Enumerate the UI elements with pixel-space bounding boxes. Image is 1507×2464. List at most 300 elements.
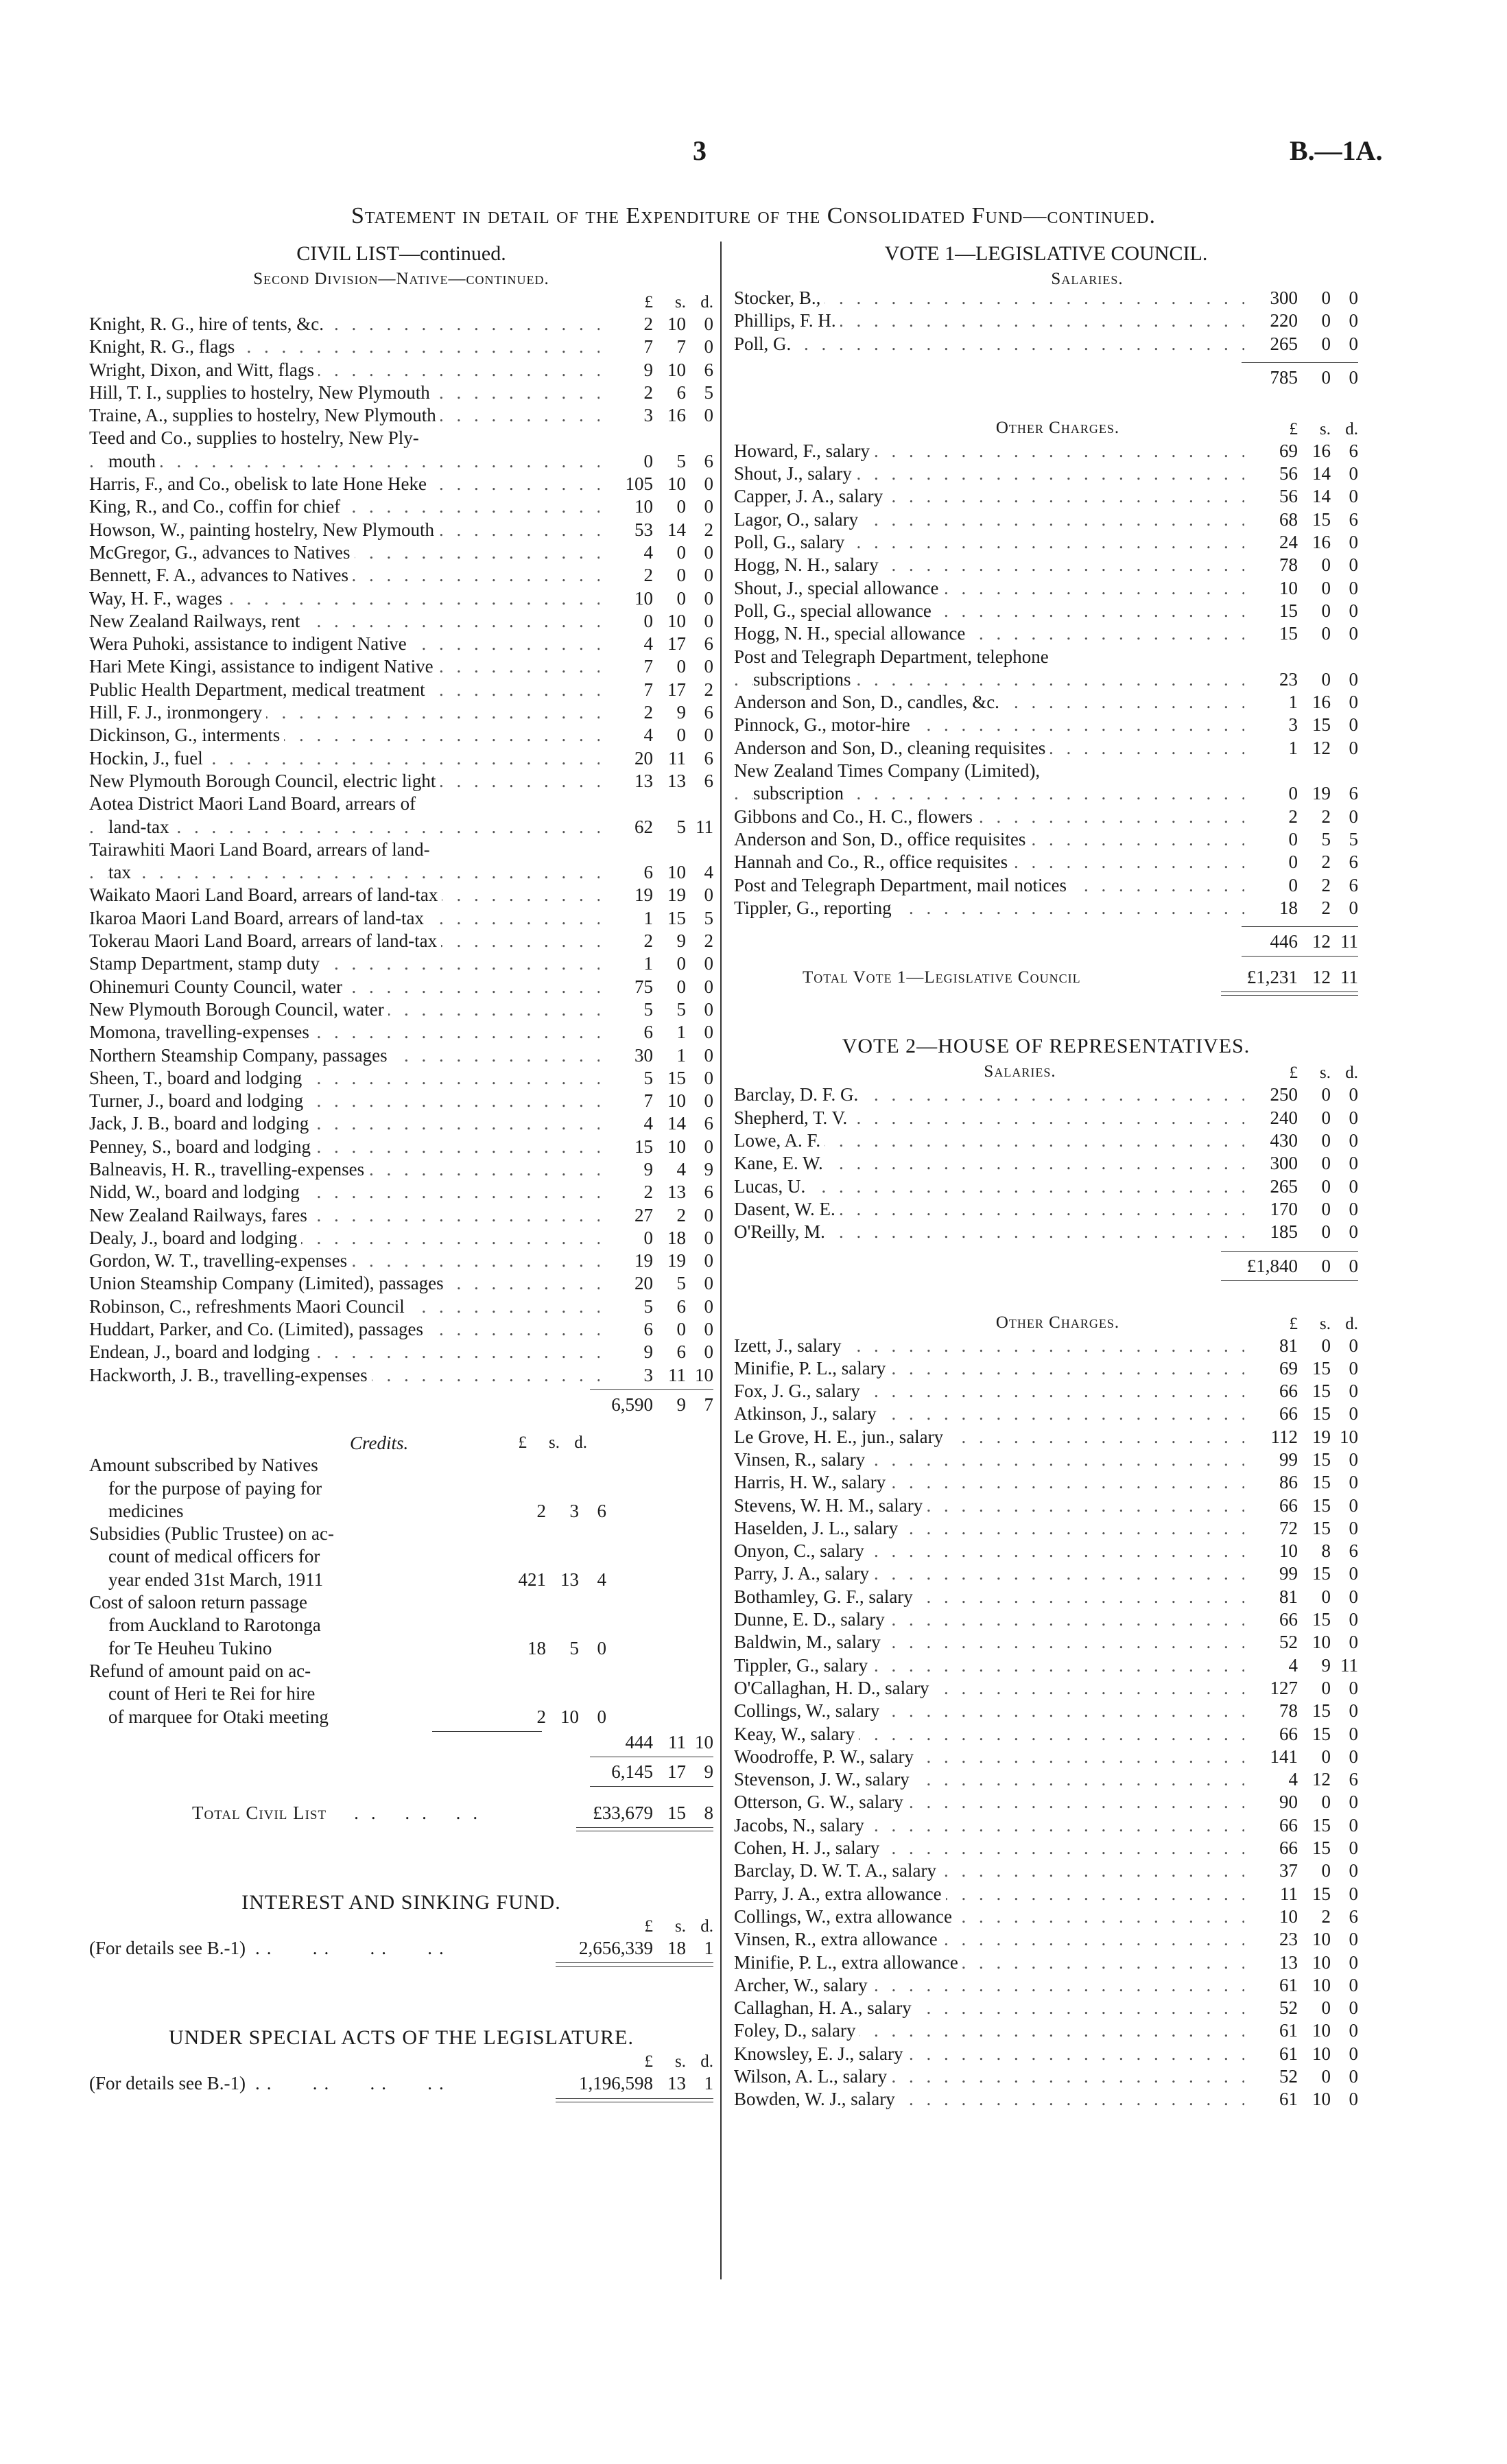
item-shillings: 0 [1321, 1677, 1331, 1698]
item-name: Traine, A., supplies to hostelry, New Plymouth . . . [89, 404, 600, 427]
list-item [734, 1129, 1358, 1152]
item-pence: 0 [1349, 1814, 1358, 1835]
item-pence: 0 [704, 998, 713, 1020]
item-name: Endean, J., board and lodging . . . [89, 1341, 600, 1363]
vote1-other-total-pence: 11 [1340, 931, 1358, 952]
interest-pounds: 2,656,339 [579, 1938, 653, 1959]
item-pence: 10 [695, 1364, 713, 1385]
item-pounds: 90 [1279, 1792, 1298, 1813]
item-name: Hockin, J., fuel . . . [89, 747, 600, 770]
item-pounds: 23 [1279, 668, 1298, 690]
item-shillings: 16 [667, 405, 686, 426]
item-name: Knowsley, E. J., salary . . . [734, 2043, 1244, 2065]
list-item [734, 1974, 1358, 1997]
item-pence: 0 [704, 976, 713, 997]
item-name: Shout, J., salary . . . [734, 462, 1244, 485]
item-pounds: 3 [643, 405, 653, 426]
item-name: Wright, Dixon, and Witt, flags . . . [89, 359, 600, 382]
item-shillings: 0 [1321, 600, 1331, 621]
item-pounds: 141 [1270, 1746, 1298, 1767]
item-shillings: 0 [1321, 623, 1331, 644]
item-pounds: 7 [643, 679, 653, 700]
item-pence: 0 [704, 1204, 713, 1225]
item-pounds: 300 [1270, 1153, 1298, 1174]
item-shillings: 15 [1312, 1494, 1331, 1516]
list-item [734, 1540, 1358, 1562]
item-pounds: 81 [1279, 1335, 1298, 1356]
item-pence: 2 [704, 519, 713, 540]
item-name: Jacobs, N., salary . . . [734, 1814, 1244, 1837]
item-name: tax . . . [89, 861, 600, 884]
item-pounds: 66 [1279, 1609, 1298, 1630]
list-item [734, 577, 1358, 600]
item-pounds: 61 [1279, 1974, 1298, 1995]
item-shillings: 15 [1312, 1472, 1331, 1493]
rule [1221, 1251, 1358, 1252]
list-item [89, 655, 713, 678]
item-name: Northern Steamship Company, passages . . . [89, 1044, 600, 1067]
item-shillings: 13 [667, 770, 686, 791]
item-name: New Plymouth Borough Council, water . . . [89, 998, 600, 1021]
special-acts-shillings: 13 [667, 2073, 686, 2094]
item-pence: 0 [1349, 737, 1358, 758]
item-name: Stamp Department, stamp duty . . . [89, 952, 600, 975]
item-name: Collings, W., extra allowance . . . [734, 1905, 1244, 1928]
list-item [89, 1364, 713, 1387]
list-item [734, 1335, 1358, 1357]
list-item [734, 1768, 1358, 1791]
list-item [734, 1175, 1358, 1198]
list-item [734, 1883, 1358, 1905]
item-shillings: 15 [1312, 1403, 1331, 1424]
item-pounds: 24 [1279, 532, 1298, 553]
item-pounds: 300 [1270, 288, 1298, 308]
item-name: Vinsen, R., salary . . . [734, 1448, 1244, 1471]
item-name: New Zealand Railways, fares . . . [89, 1204, 600, 1227]
item-name: Foley, D., salary . . . [734, 2019, 1244, 2042]
item-pence: 0 [704, 496, 713, 517]
item-pence: 0 [1349, 1448, 1358, 1470]
item-pounds: 78 [1279, 1700, 1298, 1722]
item-shillings: 0 [1321, 288, 1331, 308]
total-civil-list-label: Total Civil List .. .. .. [192, 1802, 490, 1823]
item-pounds: 2 [643, 565, 653, 586]
list-item [734, 1471, 1358, 1494]
item-shillings: 11 [668, 747, 686, 768]
item-pounds: 15 [1279, 623, 1298, 644]
list-item [734, 1654, 1358, 1677]
list-item [89, 633, 713, 655]
list-item [734, 1791, 1358, 1814]
item-pounds: 112 [1270, 1426, 1298, 1447]
item-pence: 0 [1349, 1381, 1358, 1402]
item-pounds: 6 [643, 1022, 653, 1043]
item-name: Balneavis, H. R., travelling-expenses . . . [89, 1158, 600, 1181]
list-item [734, 1448, 1358, 1471]
item-name: Ikaroa Maori Land Board, arrears of land-tax . . . [89, 907, 600, 930]
list-item [734, 485, 1358, 508]
list-item [734, 691, 1358, 714]
item-pounds: 19 [634, 1250, 653, 1271]
vote1-other-heading: Other Charges. [995, 418, 1120, 437]
item-pence: 0 [1349, 333, 1358, 354]
item-pounds: 7 [643, 656, 653, 677]
item-pounds: 66 [1279, 1494, 1298, 1516]
item-pounds: 11 [1280, 1883, 1298, 1904]
item-name: Howard, F., salary . . . [734, 440, 1244, 462]
special-acts-pounds: 1,196,598 [579, 2073, 653, 2094]
item-pence: 6 [1349, 1905, 1358, 1927]
list-item [734, 2065, 1358, 2088]
item-name: Parry, J. A., extra allowance . . . [734, 1883, 1244, 1905]
item-name: Penney, S., board and lodging . . . [89, 1136, 600, 1158]
item-shillings: 0 [1321, 1084, 1331, 1105]
item-name: Fox, J. G., salary . . . [734, 1380, 1244, 1403]
item-shillings: 10 [1312, 2089, 1331, 2110]
item-pounds: 10 [1279, 1905, 1298, 1927]
item-name: Vinsen, R., extra allowance . . . [734, 1928, 1244, 1951]
item-pence: 0 [1349, 1107, 1358, 1128]
item-pence: 6 [1349, 874, 1358, 895]
net-shillings: 17 [667, 1761, 686, 1782]
subtotal-pounds: 6,590 [611, 1394, 653, 1415]
item-shillings: 12 [1312, 1769, 1331, 1790]
item-pence: 0 [1349, 897, 1358, 918]
item-name: Nidd, W., board and lodging . . . [89, 1181, 600, 1204]
item-name: Le Grove, H. E., jun., salary . . . [734, 1426, 1244, 1448]
item-pounds: 99 [1279, 1563, 1298, 1584]
interest-shillings: 18 [667, 1938, 686, 1959]
list-item [89, 1204, 713, 1227]
item-shillings: 0 [1321, 1198, 1331, 1219]
list-item [89, 313, 713, 336]
item-shillings: 14 [1312, 463, 1331, 484]
item-name: Poll, G., special allowance . . . [734, 600, 1244, 622]
item-name: Poll, G., salary . . . [734, 531, 1244, 554]
list-item [734, 309, 1358, 332]
vote2-other-list [734, 1335, 1358, 2111]
item-pounds: 52 [1279, 2066, 1298, 2087]
credit-amount-p: 2 [536, 1706, 546, 1727]
item-name: Bennett, F. A., advances to Natives . . . [89, 564, 600, 587]
vote2-salaries-heading: Salaries. [984, 1062, 1056, 1081]
item-name: Kane, E. W. . . . [734, 1152, 1244, 1175]
vote1-salaries-list [734, 287, 1358, 355]
item-pounds: 2 [643, 930, 653, 952]
item-pence: 0 [1349, 1335, 1358, 1356]
item-name: Sheen, T., board and lodging . . . [89, 1067, 600, 1090]
special-acts-row [89, 2072, 713, 2095]
item-pounds: 4 [643, 725, 653, 746]
item-pounds: 4 [643, 633, 653, 655]
item-pounds: 430 [1270, 1130, 1298, 1151]
vote1-total-pence: 11 [1340, 967, 1358, 988]
list-item [89, 701, 713, 724]
credit-amount-s: 13 [560, 1569, 579, 1590]
subtotal-shillings: 9 [676, 1394, 686, 1415]
vote2-salaries-column-headers: £ s. d. [1289, 1064, 1358, 1083]
list-item [734, 806, 1358, 828]
item-pence: 0 [1349, 1563, 1358, 1584]
item-pounds: 30 [634, 1044, 653, 1066]
item-pounds: 4 [643, 1113, 653, 1134]
item-pounds: 53 [634, 519, 653, 540]
item-pounds: 78 [1279, 554, 1298, 576]
item-pence: 0 [704, 314, 713, 334]
item-pence: 0 [704, 656, 713, 677]
list-item [89, 495, 713, 518]
item-name: Robinson, C., refreshments Maori Council . . . [89, 1295, 600, 1318]
credits-total [600, 1730, 713, 1754]
item-shillings: 0 [1321, 333, 1331, 354]
item-pence: 0 [1349, 1632, 1358, 1653]
vote1-other-total-pounds: 446 [1270, 931, 1298, 952]
vote1-other-list [734, 440, 1358, 919]
item-shillings: 0 [1321, 1746, 1331, 1767]
item-pence: 0 [1349, 1586, 1358, 1607]
item-name: Parry, J. A., salary . . . [734, 1562, 1244, 1585]
list-item [734, 1083, 1358, 1106]
list-item [734, 508, 1358, 531]
total-civil-list-pence: 8 [704, 1802, 713, 1823]
item-pence: 0 [704, 1273, 713, 1294]
item-pounds: 0 [643, 450, 653, 471]
item-name: Ohinemuri County Council, water . . . [89, 976, 600, 998]
page-number: 3 [693, 135, 707, 166]
item-shillings: 10 [1312, 2020, 1331, 2041]
item-pounds: 0 [1288, 874, 1298, 895]
list-item [734, 1746, 1358, 1768]
item-pence: 0 [1349, 2066, 1358, 2087]
item-pence: 11 [1340, 1654, 1358, 1676]
item-name: Lagor, O., salary . . . [734, 508, 1244, 531]
item-pounds: 86 [1279, 1472, 1298, 1493]
item-pounds: 68 [1279, 508, 1298, 530]
item-pounds: 15 [634, 1136, 653, 1157]
item-pounds: 56 [1279, 486, 1298, 507]
item-pounds: 0 [643, 610, 653, 631]
list-item [89, 747, 713, 770]
civil-list-heading: CIVIL LIST—continued. [296, 242, 506, 265]
item-name: Public Health Department, medical treatment . . . [89, 679, 600, 701]
credit-amount-s: 3 [569, 1500, 579, 1521]
pence-header: d. [700, 293, 713, 312]
item-shillings: 10 [667, 862, 686, 883]
item-pence: 0 [1349, 1929, 1358, 1950]
interest-row [89, 1937, 713, 1960]
item-pence: 6 [1349, 1769, 1358, 1790]
item-name: Lowe, A. F. . . . [734, 1129, 1244, 1152]
item-pounds: 20 [634, 1273, 653, 1294]
item-name: Atkinson, J., salary . . . [734, 1403, 1244, 1425]
item-name: Tippler, G., reporting . . . [734, 897, 1244, 919]
interest-pence: 1 [704, 1938, 713, 1959]
item-shillings: 15 [1312, 1814, 1331, 1835]
item-pence: 0 [1349, 623, 1358, 644]
item-shillings: 17 [667, 633, 686, 655]
item-pence: 2 [704, 679, 713, 700]
item-shillings: 16 [1312, 532, 1331, 553]
item-shillings: 0 [676, 725, 686, 746]
rule [1242, 926, 1358, 927]
item-name: Tairawhiti Maori Land Board, arrears of land- [89, 838, 600, 861]
item-pounds: 127 [1270, 1677, 1298, 1698]
page-title: Statement in detail of the Expenditure of the Consolidated Fund—continued. [351, 203, 1156, 228]
credit-line: medicines 2 3 6 [89, 1500, 713, 1523]
credit-line: count of Heri te Rei for hire [108, 1683, 316, 1704]
vote1-total-row [734, 966, 1358, 989]
special-acts-heading: UNDER SPECIAL ACTS OF THE LEGISLATURE. [168, 2026, 634, 2050]
list-item [734, 1517, 1358, 1540]
item-name: Hogg, N. H., special allowance . . . [734, 622, 1244, 645]
item-pence: 0 [1349, 668, 1358, 690]
item-shillings: 14 [1312, 486, 1331, 507]
list-item [734, 1221, 1358, 1243]
item-pence: 6 [1349, 852, 1358, 873]
vote1-salaries-total-shillings: 0 [1321, 366, 1331, 388]
list-item [734, 462, 1358, 485]
list-item [734, 828, 1358, 851]
item-shillings: 10 [1312, 2043, 1331, 2064]
list-item [89, 519, 713, 541]
native-subtotal [89, 1393, 713, 1416]
list-item [734, 1403, 1358, 1425]
list-item [89, 976, 713, 998]
item-pounds: 5 [643, 998, 653, 1020]
second-division-heading: Second Division—Native—continued. [253, 270, 549, 288]
total-civil-list-shillings: 15 [667, 1802, 686, 1823]
list-item [89, 1090, 713, 1112]
item-pounds: 15 [1279, 600, 1298, 621]
vote1-other-total-shillings: 12 [1312, 931, 1331, 952]
item-pence: 0 [1349, 2043, 1358, 2064]
item-name: Union Steamship Company (Limited), passages . . . [89, 1272, 600, 1295]
item-name: New Zealand Times Company (Limited), [734, 760, 1244, 782]
pounds-header: £ [644, 293, 653, 312]
special-acts-pence: 1 [704, 2073, 713, 2094]
list-item [89, 679, 713, 701]
item-pence: 6 [1349, 508, 1358, 530]
rule [590, 1786, 713, 1787]
item-pounds: 62 [634, 816, 653, 837]
total-civil-list-row [89, 1802, 713, 1824]
item-pence: 0 [1349, 1494, 1358, 1516]
credit-line: of marquee for Otaki meeting 2 10 0 [89, 1706, 713, 1728]
item-pence: 6 [704, 359, 713, 380]
item-pounds: 9 [643, 1158, 653, 1180]
item-shillings: 0 [1321, 1153, 1331, 1174]
item-pounds: 9 [643, 359, 653, 380]
special-acts-column-headers: £ s. d. [644, 2052, 713, 2072]
item-name: Gibbons and Co., H. C., flowers . . . [734, 806, 1244, 828]
item-name: Barclay, D. F. G. . . . [734, 1083, 1244, 1106]
item-pounds: 66 [1279, 1838, 1298, 1859]
list-item [89, 838, 713, 861]
list-item [734, 2088, 1358, 2111]
list-item [734, 1608, 1358, 1631]
item-shillings: 15 [1312, 1883, 1331, 1904]
credits-list [89, 1431, 713, 1732]
credit-amount-d: 4 [597, 1569, 606, 1590]
item-pence: 0 [1349, 1792, 1358, 1813]
item-pence: 6 [704, 450, 713, 471]
item-shillings: 2 [1321, 897, 1331, 918]
item-shillings: 0 [676, 953, 686, 974]
item-pounds: 0 [1288, 852, 1298, 873]
item-shillings: 15 [1312, 1448, 1331, 1470]
item-pounds: 69 [1279, 440, 1298, 461]
item-name: Knight, R. G., hire of tents, &c. . . . [89, 313, 600, 336]
credit-amount-p: 2 [536, 1500, 546, 1521]
item-pounds: 27 [634, 1204, 653, 1225]
interest-column-headers: £ s. d. [644, 1917, 713, 1936]
credit-amount-d: 6 [597, 1500, 606, 1521]
item-name: Dealy, J., board and lodging . . . [89, 1227, 600, 1249]
item-pence: 0 [1349, 1974, 1358, 1995]
item-pence: 0 [1349, 692, 1358, 713]
list-item [89, 336, 713, 358]
item-pounds: 265 [1270, 1175, 1298, 1197]
item-name: Lucas, U. . . . [734, 1175, 1244, 1198]
vote2-salaries-total-shillings: 0 [1321, 1255, 1331, 1276]
item-name: Bowden, W. J., salary . . . [734, 2088, 1244, 2111]
credit-line: Cost of saloon return passage [89, 1592, 307, 1613]
item-shillings: 15 [1312, 1381, 1331, 1402]
item-pence: 0 [1349, 1221, 1358, 1243]
item-shillings: 10 [667, 610, 686, 631]
list-item [734, 333, 1358, 355]
item-pounds: 170 [1270, 1198, 1298, 1219]
item-name: Dickinson, G., interments . . . [89, 724, 600, 747]
item-pence: 6 [1349, 1540, 1358, 1562]
interest-label: (For details see B.-1) .. .. .. .. [89, 1938, 451, 1959]
credit-line: count of medical officers for [108, 1546, 320, 1567]
vote1-other-column-headers: £ s. d. [1289, 419, 1358, 438]
item-shillings: 14 [667, 1113, 686, 1134]
item-pounds: 105 [625, 473, 653, 495]
item-shillings: 0 [676, 1319, 686, 1340]
item-pence: 0 [704, 1250, 713, 1271]
net-total [89, 1760, 713, 1783]
list-item [734, 600, 1358, 622]
item-pounds: 66 [1279, 1723, 1298, 1744]
item-name: Hill, F. J., ironmongery . . . [89, 701, 600, 724]
item-name: Minifie, P. L., salary . . . [734, 1357, 1244, 1380]
list-item [89, 564, 713, 587]
item-shillings: 15 [1312, 1609, 1331, 1630]
item-shillings: 0 [1321, 1586, 1331, 1607]
item-pence: 0 [704, 1136, 713, 1157]
item-name: Waikato Maori Land Board, arrears of land-tax . . . [89, 884, 600, 906]
item-pounds: 61 [1279, 2043, 1298, 2064]
list-item [89, 610, 713, 633]
item-shillings: 6 [676, 1341, 686, 1363]
item-shillings: 10 [1312, 1929, 1331, 1950]
item-name: Momona, travelling-expenses . . . [89, 1021, 600, 1044]
item-pounds: 52 [1279, 1997, 1298, 2019]
item-pence: 0 [704, 610, 713, 631]
item-name: Pinnock, G., motor-hire . . . [734, 714, 1244, 736]
item-name: Baldwin, M., salary . . . [734, 1631, 1244, 1654]
item-shillings: 15 [1312, 508, 1331, 530]
item-pence: 5 [1349, 828, 1358, 849]
item-name: Post and Telegraph Department, telephone [734, 646, 1244, 668]
item-pence: 6 [704, 747, 713, 768]
item-pence: 0 [1349, 600, 1358, 621]
item-pounds: 99 [1279, 1448, 1298, 1470]
item-pounds: 0 [1288, 783, 1298, 804]
vote1-salaries-heading: Salaries. [1051, 270, 1124, 288]
